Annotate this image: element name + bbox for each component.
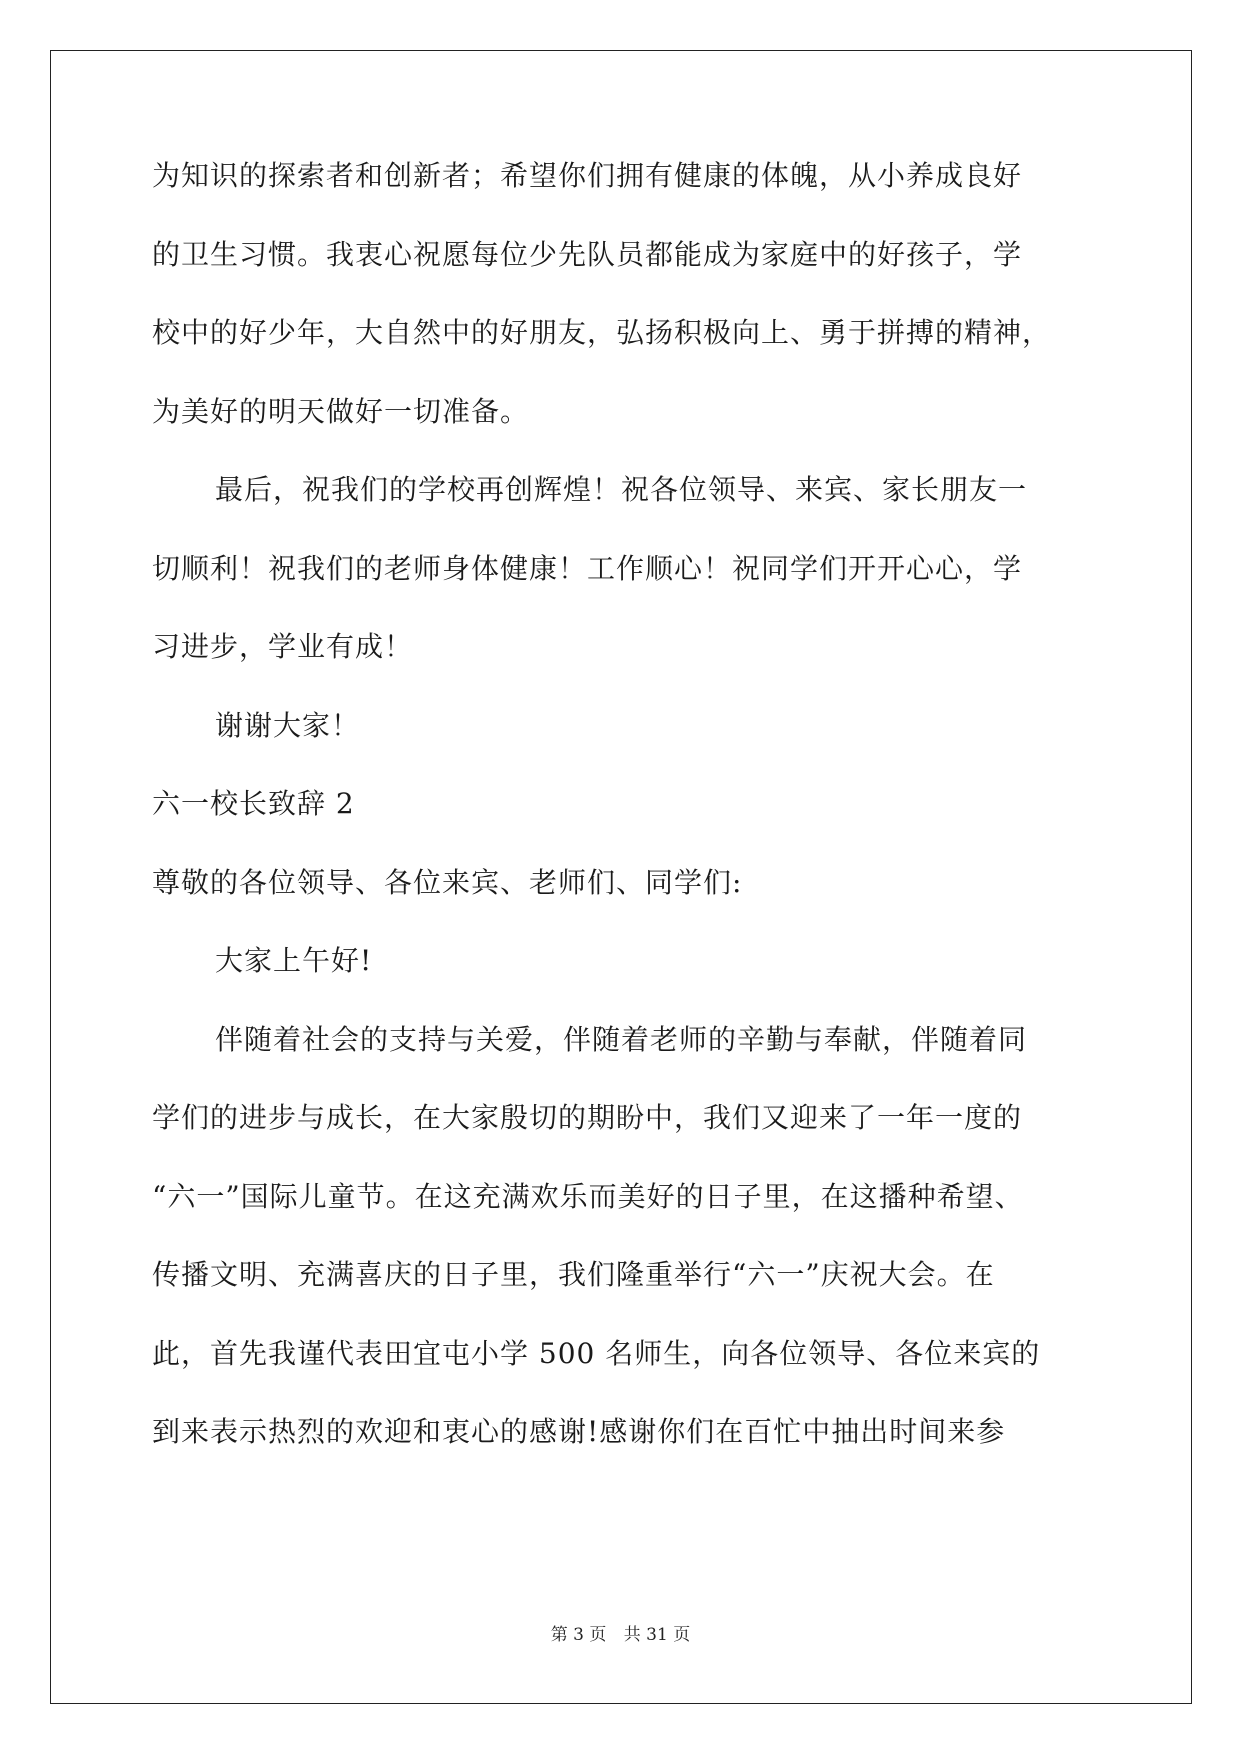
text-line: 最后，祝我们的学校再创辉煌！祝各位领导、来宾、家长朋友一: [215, 473, 1028, 506]
text-line: 传播文明、充满喜庆的日子里，我们隆重举行“六一”庆祝大会。在: [152, 1258, 995, 1291]
text-line: 校中的好少年，大自然中的好朋友，弘扬积极向上、勇于拼搏的精神，: [152, 316, 1052, 349]
text-line: 学们的进步与成长，在大家殷切的期盼中，我们又迎来了一年一度的: [152, 1101, 1023, 1134]
text-line: “六一”国际儿童节。在这充满欢乐而美好的日子里，在这播种希望、: [152, 1179, 1024, 1213]
page-footer: [0, 1620, 1241, 1645]
greeting: 大家上午好!: [215, 944, 373, 977]
text-line: 习进步，学业有成！: [152, 630, 414, 663]
text-line: 的卫生习惯。我衷心祝愿每位少先队员都能成为家庭中的好孩子，学: [152, 237, 1023, 271]
salutation: 尊敬的各位领导、各位来宾、老师们、同学们:: [152, 865, 743, 899]
current-page-number: 第 3 页: [550, 1625, 607, 1645]
text-line: 此，首先我谨代表田宜屯小学 500 名师生，向各位领导、各位来宾的: [152, 1336, 1041, 1370]
section-heading: 六一校长致辞 2: [152, 787, 355, 820]
text-line: 到来表示热烈的欢迎和衷心的感谢!感谢你们在百忙中抽出时间来参: [152, 1415, 1006, 1448]
text-line: 伴随着社会的支持与关爱，伴随着老师的辛勤与奉献，伴随着同: [215, 1022, 1028, 1056]
text-line: 为美好的明天做好一切准备。: [152, 394, 530, 428]
text-line: 切顺利！祝我们的老师身体健康！工作顺心！祝同学们开开心心，学: [152, 551, 1023, 585]
total-page-count: 共 31 页: [623, 1625, 691, 1645]
document-body: [152, 156, 1112, 1491]
text-line: 为知识的探索者和创新者；希望你们拥有健康的体魄，从小养成良好: [152, 159, 1023, 192]
closing-thanks: 谢谢大家！: [215, 708, 361, 742]
